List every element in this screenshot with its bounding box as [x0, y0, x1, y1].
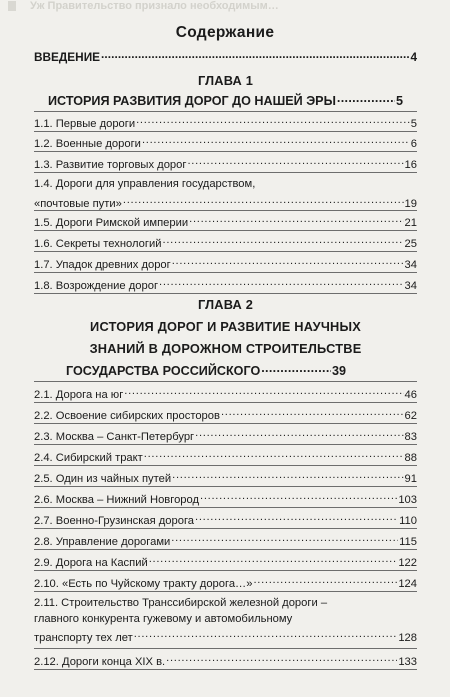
leader-dots	[163, 235, 404, 247]
leader-dots	[172, 256, 404, 268]
divider	[34, 669, 417, 670]
toc-entry-page: 34	[404, 259, 417, 271]
toc-entry-page: 91	[404, 473, 417, 485]
toc-entry-label: 1.2. Военные дороги	[34, 138, 141, 150]
toc-entry[interactable]	[34, 533, 417, 549]
toc-entry-page: 19	[404, 198, 417, 210]
toc-entry[interactable]	[34, 235, 417, 251]
toc-entry-page: 34	[404, 280, 417, 292]
toc-entry-page: 16	[404, 159, 417, 171]
toc-entry-page: 4	[410, 50, 417, 64]
toc-entry[interactable]	[34, 115, 417, 131]
toc-entry-page: 128	[398, 632, 417, 644]
leader-dots	[123, 195, 404, 207]
divider	[34, 381, 417, 382]
divider	[34, 402, 417, 403]
toc-entry-label: 1.8. Возрождение дорог	[34, 280, 159, 292]
leader-dots	[134, 629, 398, 641]
divider	[34, 465, 417, 466]
toc-entry-label: 2.7. Военно-Грузинская дорога	[34, 515, 195, 527]
toc-entry-label: 1.6. Секреты технологий	[34, 238, 162, 250]
chapter-page: 5	[395, 94, 403, 108]
toc-entry-label: 2.5. Один из чайных путей	[34, 473, 172, 485]
leader-dots	[159, 277, 404, 289]
toc-entry[interactable]	[34, 575, 417, 591]
toc-entry[interactable]	[34, 277, 417, 293]
bleed-through-mark	[8, 1, 16, 11]
toc-entry[interactable]	[34, 597, 417, 645]
toc-entry[interactable]	[34, 428, 417, 444]
toc-entry-label: 1.7. Упадок древних дорог	[34, 259, 171, 271]
toc-entry-label: «почтовые пути»	[34, 198, 122, 210]
leader-dots	[195, 428, 403, 440]
leader-dots	[261, 363, 331, 375]
leader-dots	[101, 49, 409, 61]
divider	[34, 172, 417, 173]
divider	[34, 570, 417, 571]
leader-dots	[187, 156, 403, 168]
toc-entry-page: 124	[398, 578, 417, 590]
leader-dots	[166, 653, 397, 665]
toc-entry-label: 2.2. Освоение сибирских просторов	[34, 410, 220, 422]
leader-dots	[337, 93, 395, 105]
toc-entry-page: 62	[404, 410, 417, 422]
divider	[34, 528, 417, 529]
leader-dots	[195, 512, 398, 524]
chapter-title-text: ИСТОРИЯ РАЗВИТИЯ ДОРОГ ДО НАШЕЙ ЭРЫ	[48, 94, 336, 108]
toc-entry-label: 2.11. Строительство Транссибирской железной дороги –	[34, 597, 328, 609]
divider	[34, 293, 417, 294]
chapter-page: 39	[331, 364, 346, 378]
divider	[34, 507, 417, 508]
leader-dots	[171, 533, 398, 545]
leader-dots	[200, 491, 397, 503]
toc-entry-page: 115	[399, 536, 417, 548]
toc-entry-page: 88	[404, 452, 417, 464]
toc-entry-label: 2.4. Сибирский тракт	[34, 452, 143, 464]
toc-entry[interactable]	[34, 470, 417, 486]
toc-entry-label: 2.9. Дорога на Каспий	[34, 557, 148, 569]
divider	[34, 111, 417, 112]
toc-entry-page: 103	[398, 494, 417, 506]
divider	[34, 151, 417, 152]
toc-entry-label: 2.6. Москва – Нижний Новгород	[34, 494, 200, 506]
toc-entry-label: 1.3. Развитие торговых дорог	[34, 159, 187, 171]
toc-entry-page: 21	[404, 217, 417, 229]
divider	[34, 444, 417, 445]
toc-entry[interactable]	[34, 554, 417, 570]
toc-entry-label: 1.4. Дороги для управления государством,	[34, 178, 256, 190]
toc-entry-label: 2.1. Дорога на юг	[34, 389, 124, 401]
toc-entry-page: 122	[398, 557, 417, 569]
divider	[34, 423, 417, 424]
divider	[34, 486, 417, 487]
divider	[34, 210, 417, 211]
toc-entry-label: 1.5. Дороги Римской империи	[34, 217, 189, 229]
leader-dots	[136, 115, 410, 127]
leader-dots	[124, 386, 403, 398]
leader-dots	[144, 449, 404, 461]
toc-entry-label: ВВЕДЕНИЕ	[34, 50, 101, 64]
toc-entry-label: транспорту тех лет	[34, 632, 133, 644]
chapter-2-title-line-2: ЗНАНИЙ В ДОРОЖНОМ СТРОИТЕЛЬСТВЕ	[89, 341, 362, 356]
leader-dots	[189, 214, 403, 226]
leader-dots	[172, 470, 403, 482]
leader-dots	[142, 135, 410, 147]
toc-entry[interactable]	[34, 407, 417, 423]
divider	[34, 648, 417, 649]
leader-dots	[149, 554, 398, 566]
toc-entry[interactable]	[34, 449, 417, 465]
toc-entry-page: 46	[404, 389, 417, 401]
toc-entry-label: 2.12. Дороги конца XIX в.	[34, 656, 166, 668]
toc-entry-page: 110	[399, 515, 417, 527]
toc-entry-page: 133	[398, 656, 417, 668]
divider	[34, 131, 417, 132]
toc-entry-intro[interactable]	[34, 49, 417, 64]
toc-entry[interactable]	[34, 156, 417, 172]
toc-entry[interactable]	[34, 653, 417, 669]
divider	[34, 251, 417, 252]
toc-entry-page: 5	[410, 118, 417, 130]
toc-entry-label: 2.10. «Есть по Чуйскому тракту дорога…»	[34, 578, 253, 590]
leader-dots	[253, 575, 397, 587]
toc-entry-label: главного конкурента гужевому и автомобильному	[34, 613, 293, 625]
toc-entry-page: 83	[404, 431, 417, 443]
toc-entry[interactable]	[34, 214, 417, 230]
chapter-1-heading: ГЛАВА 1	[197, 73, 254, 88]
divider	[34, 591, 417, 592]
divider	[34, 272, 417, 273]
toc-entry[interactable]	[34, 256, 417, 272]
toc-entry-page: 6	[410, 138, 417, 150]
leader-dots	[221, 407, 404, 419]
divider	[34, 549, 417, 550]
toc-entry[interactable]	[34, 491, 417, 507]
chapter-2-title[interactable]	[66, 363, 346, 378]
bleed-through-text: Уж Правительство признало необходимым…	[30, 0, 279, 12]
chapter-1-title[interactable]	[48, 93, 403, 108]
page-title: Содержание	[175, 24, 275, 41]
toc-entry-label: 2.8. Управление дорогами	[34, 536, 171, 548]
toc-entry[interactable]	[34, 178, 417, 211]
toc-entry-page: 25	[404, 238, 417, 250]
toc-entry[interactable]	[34, 135, 417, 151]
chapter-2-heading: ГЛАВА 2	[197, 297, 254, 312]
divider	[34, 230, 417, 231]
toc-entry[interactable]	[34, 386, 417, 402]
toc-entry-label: 1.1. Первые дороги	[34, 118, 136, 130]
toc-entry-label: 2.3. Москва – Санкт-Петербург	[34, 431, 195, 443]
chapter-2-title-line-1: ИСТОРИЯ ДОРОГ И РАЗВИТИЕ НАУЧНЫХ	[90, 319, 361, 334]
toc-entry[interactable]	[34, 512, 417, 528]
chapter-title-text: ГОСУДАРСТВА РОССИЙСКОГО	[66, 364, 261, 378]
